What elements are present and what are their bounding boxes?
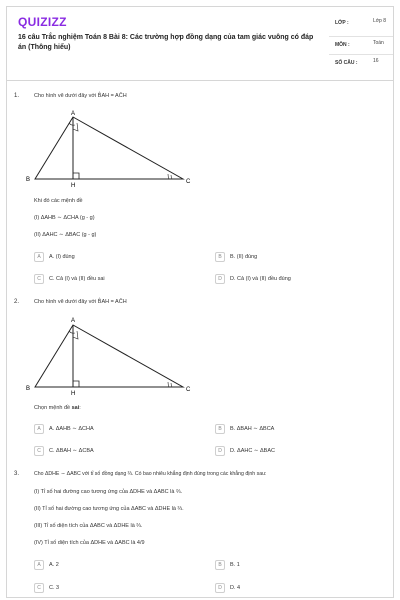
prompt-prefix: Chọn mệnh đề — [34, 405, 72, 411]
option-a-text: A. ΔAHB ∼ ΔCHA — [49, 426, 94, 432]
triangle-figure — [23, 107, 203, 187]
prompt-line — [34, 405, 81, 411]
meta-count-row — [329, 55, 393, 73]
triangle-figure — [23, 313, 203, 395]
option-a-checkbox[interactable]: A — [34, 560, 44, 570]
vertex-c-label: C — [186, 179, 191, 185]
question-number: 3. — [14, 471, 20, 477]
meta-class-row — [329, 15, 393, 37]
worksheet-header — [7, 7, 393, 81]
statement-line: (III) Tỉ số diện tích của ΔABC và ΔDHE là ⅔. — [34, 523, 143, 529]
option-b-checkbox[interactable]: B — [215, 560, 225, 570]
worksheet-title: 16 câu Trắc nghiệm Toán 8 Bài 8: Các trường hợp đồng dạng của tam giác vuông có đáp án (Thông hiểu) — [18, 34, 314, 51]
option-d-text: D. 4 — [230, 585, 241, 591]
option-c-text: C. ΔBAH ∼ ΔCBA — [49, 448, 94, 454]
vertex-h-label: H — [71, 183, 76, 187]
option-c-checkbox[interactable]: C — [34, 446, 44, 456]
question-number: 1. — [14, 93, 20, 99]
option-c-checkbox[interactable]: C — [34, 583, 44, 593]
option-b-checkbox[interactable]: B — [215, 252, 225, 262]
statement-line: (I) ΔAHB ∼ ΔCHA (g - g) — [34, 215, 95, 221]
option-a-text: A. 2 — [49, 562, 59, 568]
vertex-c-label: C — [186, 387, 191, 393]
statement-line: (II) Tỉ số hai đường cao tương ứng của ΔABC và ΔDHE là ⅔. — [34, 506, 184, 512]
option-d-text: D. ΔAHC ∼ ΔBAC — [230, 448, 275, 454]
question-number: 2. — [14, 299, 20, 305]
option-d-checkbox[interactable]: D — [215, 274, 225, 284]
meta-subject-row — [329, 37, 393, 55]
meta-class-label: LỚP : — [335, 20, 349, 26]
option-b-text: B. ΔBAH ∼ ΔBCA — [230, 426, 275, 432]
question-text: Cho hình vẽ dưới đây với B̂AH = AĈH — [34, 299, 127, 305]
option-c-text: C. 3 — [49, 585, 60, 591]
meta-class-value: Lớp 8 — [373, 18, 387, 24]
option-c-checkbox[interactable]: C — [34, 274, 44, 284]
option-b-text: B. (II) đúng — [230, 254, 258, 260]
meta-subject-label: MÔN : — [335, 42, 350, 48]
prompt-emphasis: sai — [71, 405, 80, 411]
option-b-checkbox[interactable]: B — [215, 424, 225, 434]
vertex-a-label: A — [71, 111, 76, 117]
vertex-h-label: H — [71, 391, 76, 395]
vertex-b-label: B — [26, 386, 31, 392]
quizizz-logo: QUIZIZZ — [18, 15, 67, 29]
meta-count-label: SỐ CÂU : — [335, 60, 358, 66]
option-d-text: D. Cả (I) và (II) đều đúng — [230, 276, 291, 282]
option-c-text: C. Cả (I) và (II) đều sai — [49, 276, 105, 282]
meta-count-value: 16 — [373, 58, 379, 64]
option-d-checkbox[interactable]: D — [215, 583, 225, 593]
question-text: Cho hình vẽ dưới đây với B̂AH = AĈH — [34, 93, 127, 99]
statement-line: Khi đó các mệnh đề — [34, 198, 83, 204]
option-a-text: A. (I) đúng — [49, 254, 75, 260]
option-a-checkbox[interactable]: A — [34, 252, 44, 262]
vertex-a-label: A — [71, 318, 76, 324]
worksheet-meta — [329, 15, 393, 73]
statement-line: (II) ΔAHC ∼ ΔBAC (g - g) — [34, 232, 97, 238]
statement-line: (I) Tỉ số hai đường cao tương ứng của ΔDHE và ΔABC là ⅔. — [34, 489, 183, 495]
worksheet-page — [6, 6, 394, 598]
option-a-checkbox[interactable]: A — [34, 424, 44, 434]
meta-subject-value: Toán — [373, 40, 384, 46]
prompt-suffix: : — [79, 405, 81, 411]
option-d-checkbox[interactable]: D — [215, 446, 225, 456]
question-text: Cho ΔDHE ∼ ΔABC với tỉ số đồng dạng ⅔. Có bao nhiêu khẳng định đúng trong các khẳng định sau: — [34, 471, 267, 477]
option-b-text: B. 1 — [230, 562, 240, 568]
vertex-b-label: B — [26, 177, 31, 183]
statement-line: (IV) Tỉ số diện tích của ΔDHE và ΔABC là 4/9 — [34, 540, 145, 546]
